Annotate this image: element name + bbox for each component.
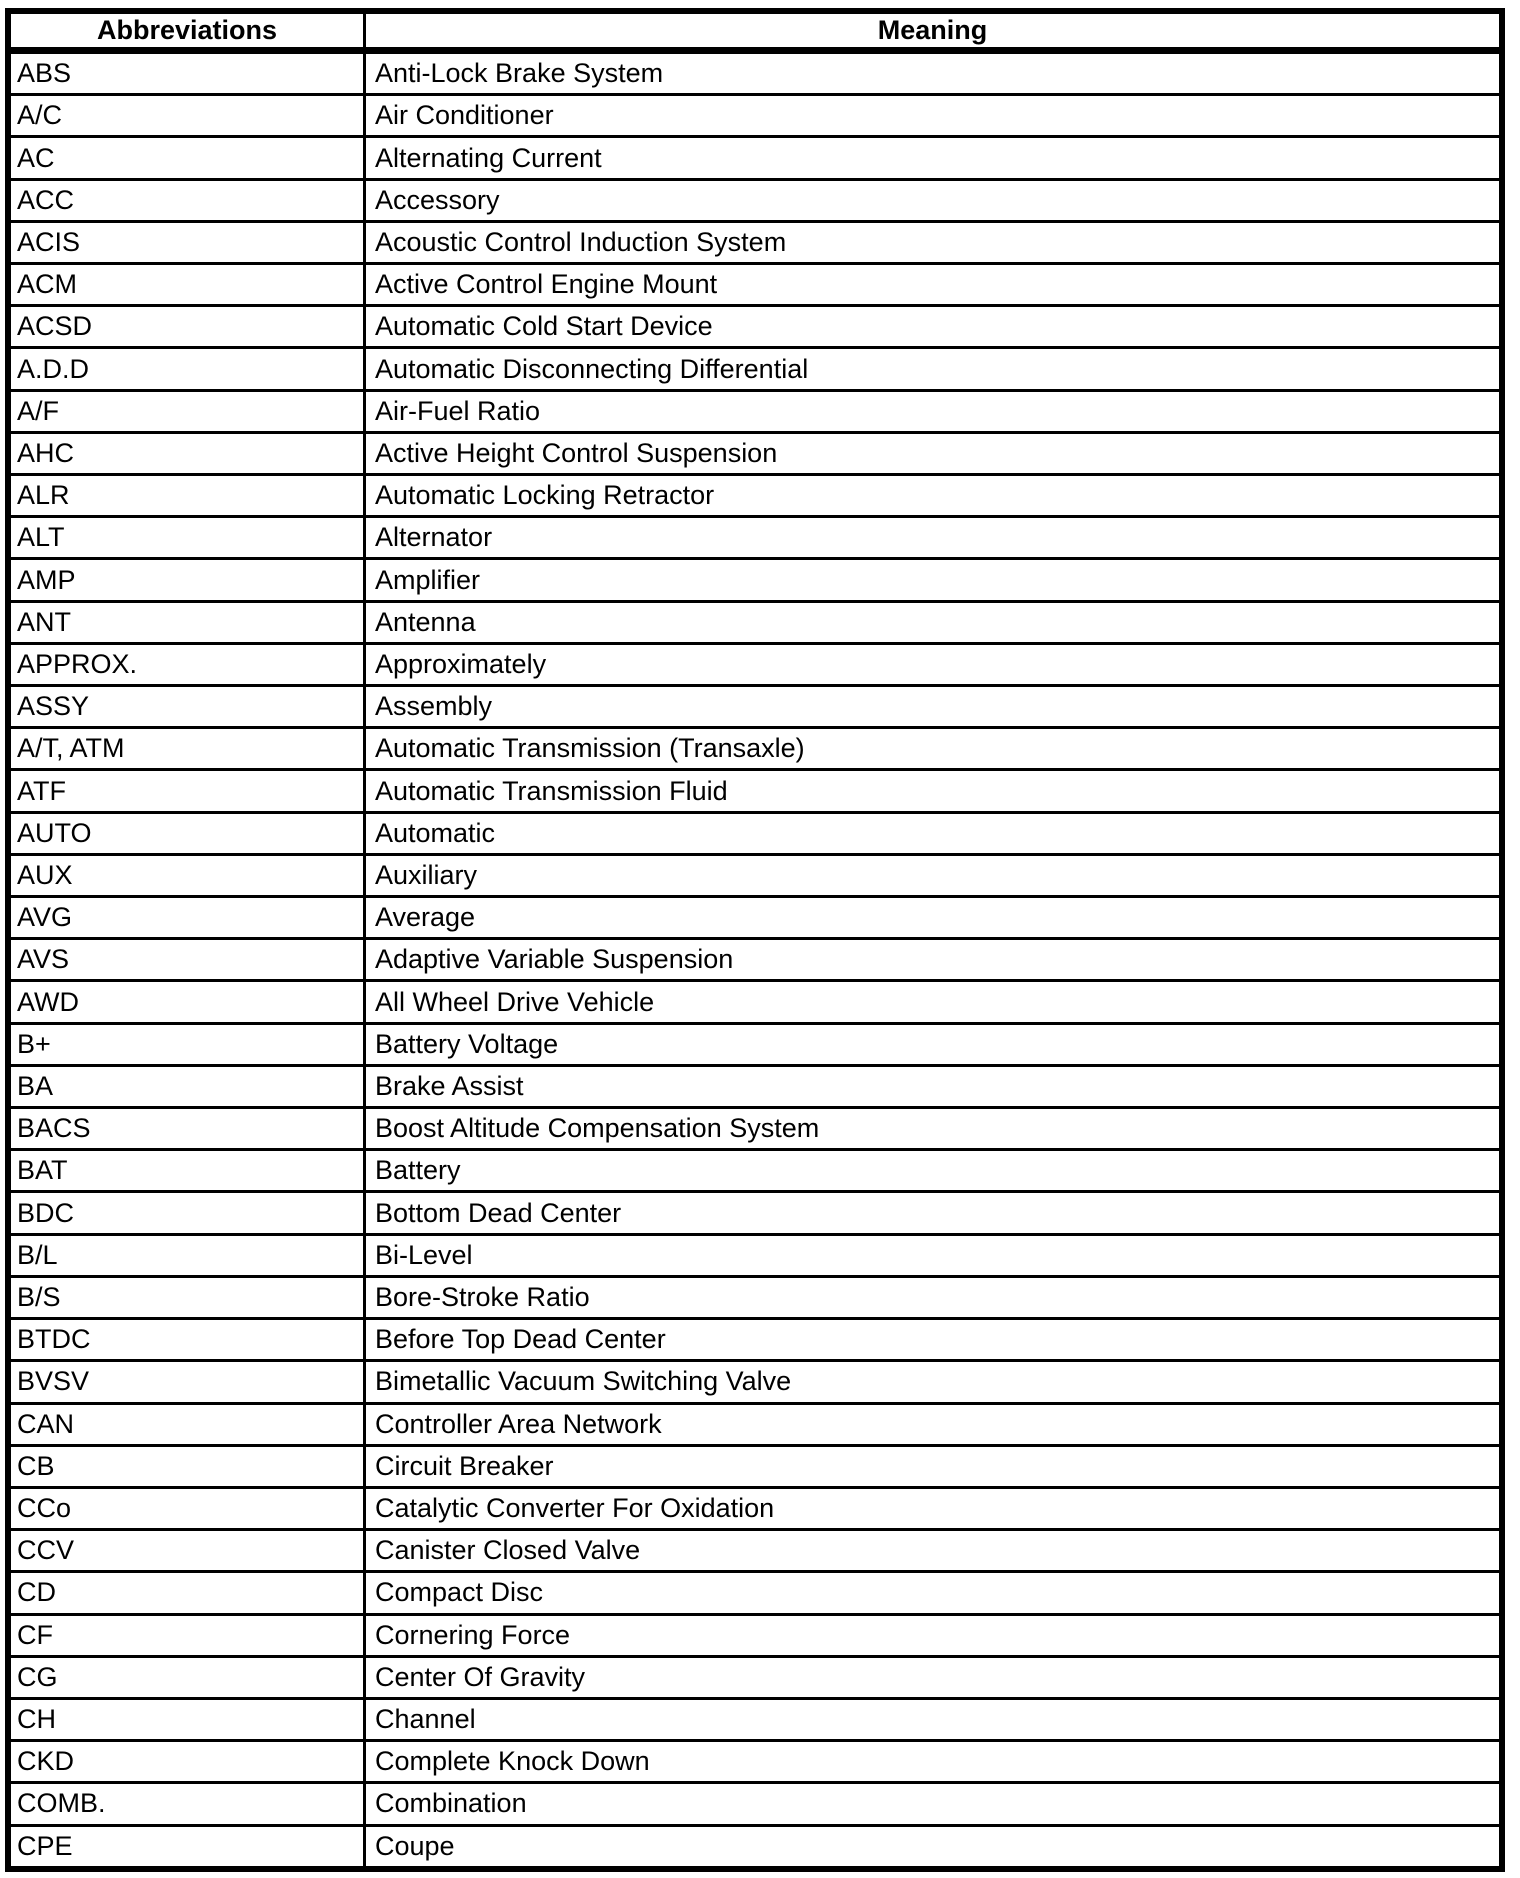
table-row	[11, 687, 1499, 729]
table-row	[11, 54, 1499, 96]
meaning-cell: Battery	[375, 1155, 461, 1186]
abbreviation-cell: A.D.D	[11, 349, 366, 388]
table-row	[11, 560, 1499, 602]
meaning-cell: Combination	[375, 1788, 527, 1819]
table-row	[11, 96, 1499, 138]
abbreviation-cell: ALT	[11, 518, 366, 557]
meaning-cell: Air Conditioner	[375, 100, 554, 131]
meaning-cell: All Wheel Drive Vehicle	[375, 986, 655, 1017]
meaning-cell: Alternator	[375, 522, 493, 553]
table-row	[11, 1489, 1499, 1531]
meaning-cell: Circuit Breaker	[375, 1450, 554, 1481]
meaning-cell: Bottom Dead Center	[375, 1197, 622, 1228]
meaning-cell: Controller Area Network	[375, 1408, 662, 1439]
abbreviation-cell: B+	[11, 1025, 366, 1064]
meaning-cell: Antenna	[375, 606, 476, 637]
abbreviation-cell: AWD	[11, 982, 366, 1021]
table-row	[11, 181, 1499, 223]
abbreviation-cell: ACM	[11, 265, 366, 304]
table-row	[11, 1025, 1499, 1067]
meaning-cell: Acoustic Control Induction System	[375, 226, 787, 257]
meaning-cell: Automatic	[375, 817, 496, 848]
table-row	[11, 898, 1499, 940]
abbreviation-cell: A/C	[11, 96, 366, 135]
table-row	[11, 349, 1499, 391]
meaning-cell: Accessory	[375, 184, 500, 215]
table-row	[11, 434, 1499, 476]
abbreviation-cell: A/T, ATM	[11, 729, 366, 768]
meaning-cell: Active Height Control Suspension	[375, 437, 778, 468]
meaning-cell: Bi-Level	[375, 1239, 473, 1270]
meaning-cell: Assembly	[375, 691, 493, 722]
table-row	[11, 1278, 1499, 1320]
table-row	[11, 1151, 1499, 1193]
table-row	[11, 1658, 1499, 1700]
meaning-cell: Catalytic Converter For Oxidation	[375, 1493, 775, 1523]
abbreviation-cell: AVG	[11, 898, 366, 937]
table-row	[11, 603, 1499, 645]
meaning-cell: Before Top Dead Center	[375, 1324, 666, 1355]
table-row	[11, 1193, 1499, 1235]
meaning-cell: Amplifier	[375, 564, 481, 595]
table-row	[11, 1236, 1499, 1278]
table-row	[11, 307, 1499, 349]
table-row	[11, 729, 1499, 771]
table-row	[11, 1531, 1499, 1573]
abbreviation-cell: AUTO	[11, 814, 366, 853]
table-row	[11, 1362, 1499, 1404]
table-row	[11, 1447, 1499, 1489]
table-body	[11, 54, 1499, 1866]
meaning-cell: Approximately	[375, 648, 547, 679]
table-row	[11, 1109, 1499, 1151]
meaning-cell: Automatic Disconnecting Differential	[375, 353, 809, 384]
meaning-cell: Canister Closed Valve	[375, 1535, 641, 1566]
meaning-cell: Channel	[375, 1704, 476, 1735]
abbreviation-cell: BAT	[11, 1151, 366, 1190]
table-row	[11, 645, 1499, 687]
abbreviation-cell: ACSD	[11, 307, 366, 346]
table-row	[11, 856, 1499, 898]
table-row	[11, 1573, 1499, 1615]
meaning-cell: Brake Assist	[375, 1070, 524, 1101]
meaning-cell: Automatic Locking Retractor	[375, 480, 715, 511]
meaning-cell: Boost Altitude Compensation System	[375, 1113, 820, 1144]
meaning-cell: Automatic Cold Start Device	[375, 311, 713, 342]
meaning-cell: Center Of Gravity	[375, 1661, 586, 1692]
abbreviation-cell: AUX	[11, 856, 366, 895]
table-row	[11, 982, 1499, 1024]
meaning-cell: Bimetallic Vacuum Switching Valve	[375, 1366, 792, 1397]
table-row	[11, 1320, 1499, 1362]
table-row	[11, 1700, 1499, 1742]
meaning-cell: Coupe	[375, 1830, 455, 1861]
table-row	[11, 940, 1499, 982]
meaning-cell: Cornering Force	[375, 1619, 571, 1650]
abbreviation-cell: CG	[11, 1658, 366, 1697]
abbreviation-cell: CD	[11, 1573, 366, 1612]
meaning-cell: Average	[375, 902, 476, 933]
table-row	[11, 1827, 1499, 1866]
abbreviation-cell: ALR	[11, 476, 366, 515]
abbreviation-cell: AMP	[11, 560, 366, 599]
table-row	[11, 138, 1499, 180]
header-meaning: Meaning	[877, 15, 988, 45]
table-row	[11, 518, 1499, 560]
meaning-cell: Battery Voltage	[375, 1028, 559, 1059]
abbreviation-cell: ANT	[11, 603, 366, 642]
table-row	[11, 265, 1499, 307]
meaning-cell: Automatic Transmission (Transaxle)	[375, 733, 805, 764]
meaning-cell: Compact Disc	[375, 1577, 544, 1608]
abbreviation-cell: APPROX.	[11, 645, 366, 684]
abbreviation-cell: ABS	[11, 54, 366, 93]
abbreviation-cell: ACC	[11, 181, 366, 220]
abbreviation-cell: B/S	[11, 1278, 366, 1317]
abbreviation-cell: ASSY	[11, 687, 366, 726]
table-row	[11, 814, 1499, 856]
abbreviation-cell: B/L	[11, 1236, 366, 1275]
abbreviation-cell: A/F	[11, 392, 366, 431]
abbreviation-cell: CPE	[11, 1827, 366, 1866]
abbreviation-cell: CCV	[11, 1531, 366, 1570]
abbreviation-cell: ATF	[11, 771, 366, 810]
table-row	[11, 1742, 1499, 1784]
table-header-row	[11, 14, 1499, 54]
abbreviation-cell: AVS	[11, 940, 366, 979]
meaning-cell: Automatic Transmission Fluid	[375, 775, 728, 806]
meaning-cell: Active Control Engine Mount	[375, 269, 718, 300]
abbreviation-cell: BDC	[11, 1193, 366, 1232]
table-row	[11, 392, 1499, 434]
table-row	[11, 771, 1499, 813]
abbreviation-cell: BACS	[11, 1109, 366, 1148]
abbreviation-cell: AHC	[11, 434, 366, 473]
abbreviation-cell: CB	[11, 1447, 366, 1486]
meaning-cell: Adaptive Variable Suspension	[375, 944, 734, 975]
meaning-cell: Air-Fuel Ratio	[375, 395, 541, 426]
meaning-cell: Auxiliary	[375, 859, 478, 890]
abbreviation-cell: CF	[11, 1616, 366, 1655]
table-row	[11, 1784, 1499, 1826]
table-row	[11, 223, 1499, 265]
meaning-cell: Bore-Stroke Ratio	[375, 1281, 590, 1312]
abbreviation-cell: BA	[11, 1067, 366, 1106]
abbreviations-table	[5, 8, 1505, 1872]
abbreviation-cell: ACIS	[11, 223, 366, 262]
header-abbreviations: Abbreviations	[11, 14, 366, 47]
meaning-cell: Complete Knock Down	[375, 1746, 650, 1777]
table-row	[11, 1616, 1499, 1658]
table-row	[11, 476, 1499, 518]
meaning-cell: Alternating Current	[375, 142, 602, 173]
abbreviation-cell: CH	[11, 1700, 366, 1739]
abbreviation-cell: BVSV	[11, 1362, 366, 1401]
meaning-cell: Anti-Lock Brake System	[375, 58, 664, 89]
abbreviation-cell: AC	[11, 138, 366, 177]
abbreviation-cell: COMB.	[11, 1784, 366, 1823]
table-row	[11, 1405, 1499, 1447]
table-row	[11, 1067, 1499, 1109]
abbreviation-cell: CKD	[11, 1742, 366, 1781]
abbreviation-cell: BTDC	[11, 1320, 366, 1359]
abbreviation-cell: CCo	[11, 1489, 366, 1528]
abbreviation-cell: CAN	[11, 1405, 366, 1444]
